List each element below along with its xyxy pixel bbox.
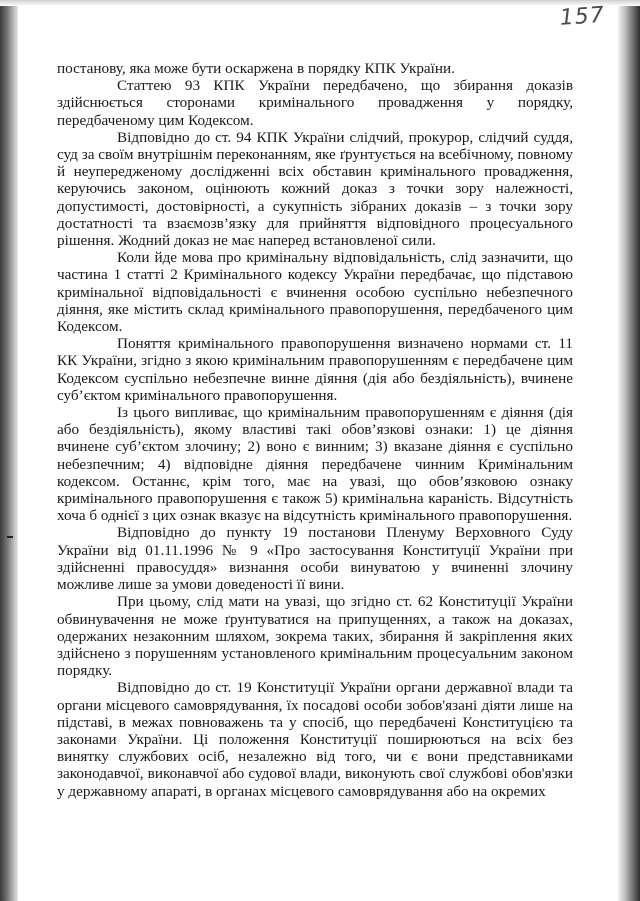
scan-shadow-top (0, 0, 640, 6)
paragraph-article-62: При цьому, слід мати на увазі, що згідно ст. 62 Конституції України обвинувачення не може ґрунтуватися на припущеннях, а також на доказах, одержаних незаконним шляхом, зокрема таких, збирання й закріплення яких здійснено з порушенням установленого кримінальним процесуальним законом порядку. (57, 593, 573, 680)
paragraph-continuation: постанову, яка може бути оскаржена в порядку КПК України. (57, 60, 455, 77)
paragraph-article-19: Відповідно до ст. 19 Конституції України органи державної влади та органи місцевого самоврядування, їх посадові особи зобов'язані діяти лише на підставі, в межах повноважень та у спосіб, що передбачені Конституцією та законами України. Ці положення Конституції поширюються на всіх без винятку службових осіб, незалежно від того, чи є вони представниками законодавчої, виконавчої або судової влади, виконують свої службові обов'язки у державному апараті, в органах місцевого самоврядування або на окремих (57, 679, 573, 800)
margin-mark (7, 536, 13, 538)
paragraph-plenum-resolution: Відповідно до пункту 19 постанови Пленуму Верховного Суду України від 01.11.1996 № 9 «Про застосування Конституції України при здійсненні правосуддя» визнання особи винуватою у вчиненні злочину можливе лише за умови доведеності її вини. (57, 524, 573, 594)
scan-shadow-right (618, 0, 640, 901)
scan-shadow-left (0, 0, 18, 901)
paragraph-article-94: Відповідно до ст. 94 КПК України слідчий, прокурор, слідчий суддя, суд за своїм внутрішнім переконанням, яке ґрунтується на всебічному, повному й неупередженому дослідженні всіх обставин кримінального провадження, керуючись законом, оцінюють кожний доказ з точки зору належності, допустимості, достовірності, а сукупність зібраних доказів – з точки зору достатності та взаємозв’язку для прийняття відповідного процесуального рішення. Жодний доказ не має наперед встановленої сили. (57, 128, 573, 250)
paragraph-mandatory-features: Із цього випливає, що кримінальним правопорушенням є діяння (дія або бездіяльність), якому властиві такі обов’язкові ознаки: 1) це діяння вчинене суб’єктом злочину; 2) воно є винним; 3) вказане діяння є суспільно небезпечним; 4) відповідне діяння передбачене чинним Кримінальним кодексом. Останнє, крім того, має на увазі, що обов’язковою ознаку кримінального правопорушення є також 5) кримінальна караність. Відсутність хоча б однієї з цих ознак вказує на відсутність кримінального правопорушення. (57, 404, 573, 525)
handwritten-page-number: 157 (558, 2, 606, 31)
paragraph-article-11: Поняття кримінального правопорушення визначено нормами ст. 11 КК України, згідно з якою кримінальним правопорушенням є передбачене цим Кодексом суспільно небезпечне винне діяння (дія або бездіяльність), вчинене суб’єктом кримінального правопорушення. (57, 335, 573, 404)
document-body (57, 60, 573, 800)
paragraph-article-93: Статтею 93 КПК України передбачено, що збирання доказів здійснюється сторонами кримінального провадження у порядку, передбаченому цим Кодексом. (57, 77, 573, 129)
paragraph-criminal-liability: Коли йде мова про кримінальну відповідальність, слід зазначити, що частина 1 статті 2 Кримінального кодексу України передбачає, що підставою кримінальної відповідальності є вчинення особою суспільно небезпечного діяння, яке містить склад кримінального правопорушення, передбаченого цим Кодексом. (57, 249, 573, 336)
